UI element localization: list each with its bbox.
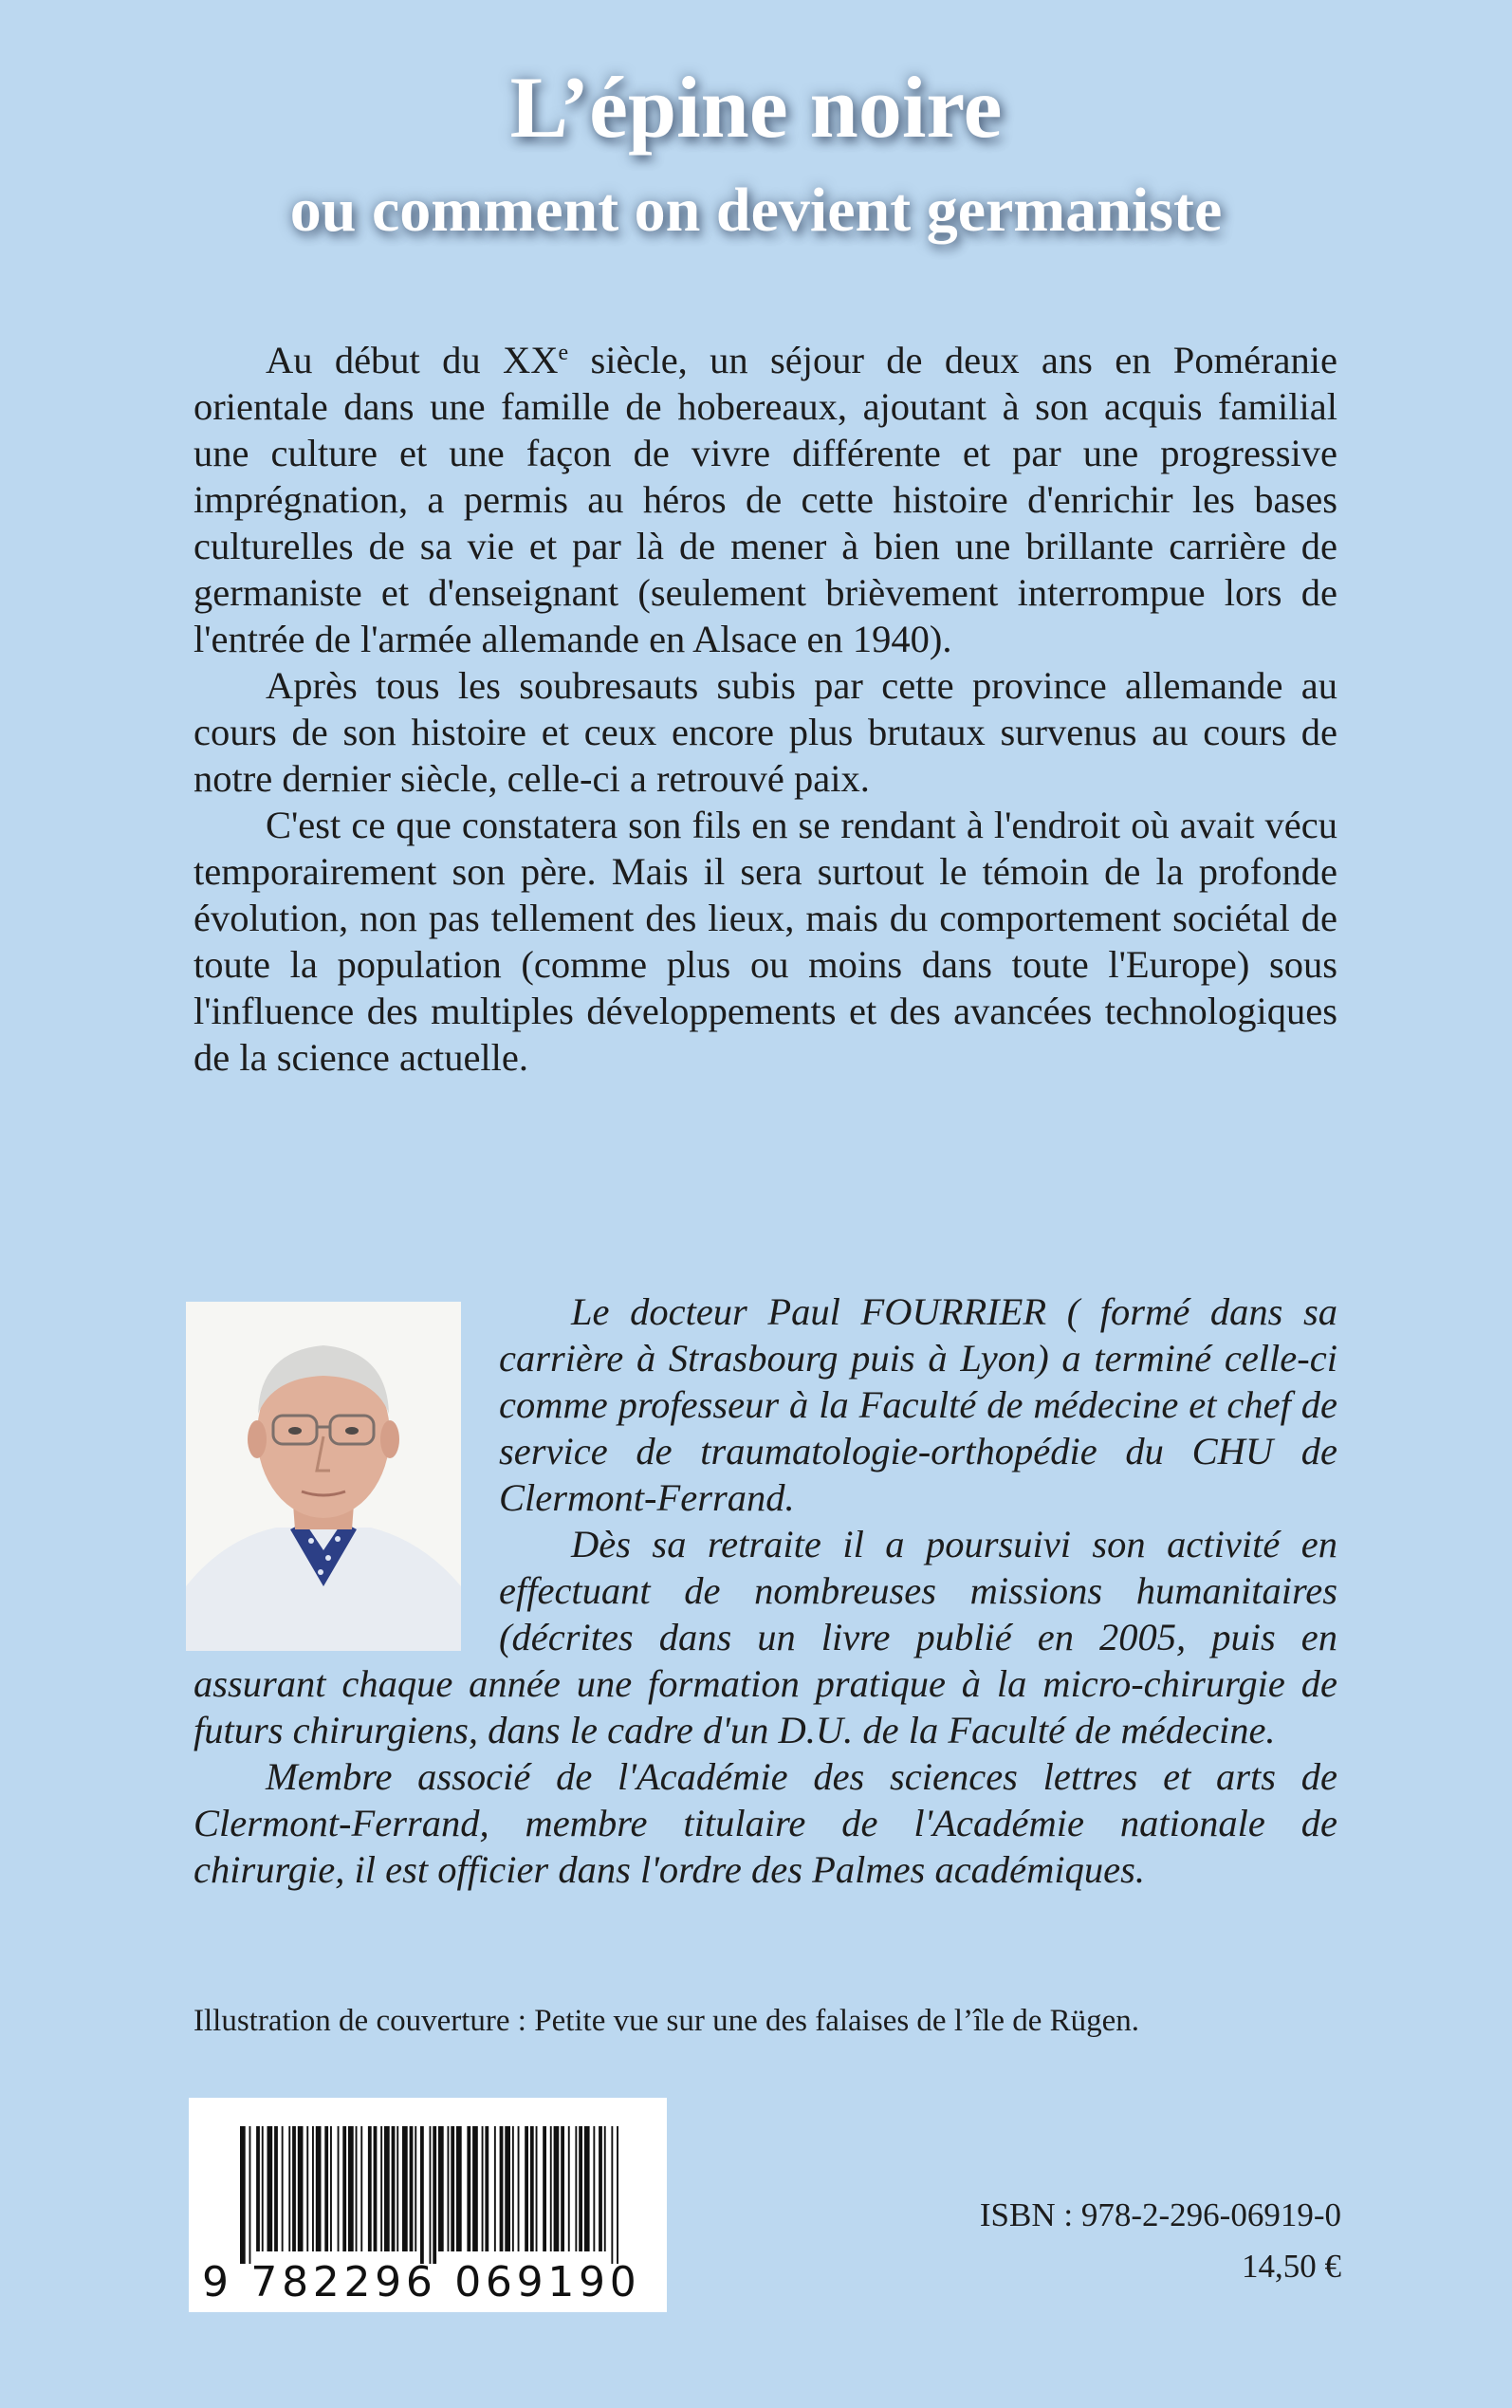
barcode-bar [374, 2126, 378, 2251]
barcode-bar [430, 2126, 432, 2264]
barcode-bar [348, 2126, 354, 2251]
bio-paragraph-3: Membre associé de l'Académie des sciences lettres et arts de Clermont-Ferrand, membre titulaire de l'Académie nationale de chirurgie, il est officier dans l'ordre des Palmes académiques. [194, 1755, 1337, 1891]
barcode-bar [368, 2126, 372, 2251]
barcode-bar [396, 2126, 398, 2251]
barcode-bar [392, 2126, 396, 2251]
barcode-bar [518, 2126, 520, 2251]
barcode-bar [575, 2126, 577, 2251]
barcode-bar [505, 2126, 510, 2251]
book-title: L’épine noire [509, 59, 1003, 156]
barcode-bar [482, 2126, 484, 2251]
barcode-bar [384, 2126, 390, 2251]
barcode-bar [342, 2126, 346, 2251]
barcode-bar [604, 2126, 606, 2251]
synopsis-paragraph-1 [194, 337, 1337, 662]
barcode-bar [593, 2126, 595, 2251]
barcode-bar [617, 2126, 618, 2264]
barcode-bar [330, 2126, 332, 2251]
barcode [189, 2098, 667, 2312]
barcode-bar [448, 2126, 450, 2251]
barcode-bar [485, 2126, 489, 2251]
barcode-bar [568, 2126, 570, 2251]
book-subtitle: ou comment on devient germaniste [289, 176, 1223, 245]
synopsis [194, 337, 1337, 1081]
barcode-bar [256, 2126, 260, 2251]
barcode-bar [494, 2126, 496, 2251]
barcode-digits: 9 782296 069190 [202, 2258, 641, 2306]
barcode-bar [338, 2126, 340, 2251]
barcode-bar [312, 2126, 314, 2251]
barcode-bar [306, 2126, 308, 2251]
cover-illustration-credit: Illustration de couverture : Petite vue sur une des falaises de l’île de Rügen. [194, 2004, 1140, 2038]
barcode-bar [579, 2126, 582, 2251]
barcode-bar [324, 2126, 328, 2251]
barcode-bar [240, 2126, 246, 2264]
barcode-bar [288, 2126, 290, 2251]
barcode-bar [500, 2126, 504, 2251]
barcode-bar [249, 2126, 251, 2264]
barcode-bar [316, 2126, 322, 2251]
barcode-bar [561, 2126, 564, 2251]
barcode-bars [240, 2126, 619, 2264]
barcode-bar [611, 2126, 613, 2264]
price: 14,50 € [1242, 2248, 1341, 2285]
barcode-bar [584, 2126, 590, 2251]
synopsis-paragraph-3: C'est ce que constatera son fils en se rendant à l'endroit où avait vécu temporairement son père. Mais il sera surtout le témoin de la profonde évolution, non pas tellement des lieux, mais du comportement sociétal de toute la population (comme plus ou moins dans toute l'Europe) sous l'influence des multiples développements et des avancées technologiques de la science actuelle. [194, 804, 1337, 1079]
barcode-bar [402, 2126, 408, 2251]
barcode-bar [525, 2126, 528, 2251]
barcode-bar [298, 2126, 304, 2251]
bio-paragraph-2: Dès sa retraite il a poursuivi son activité en effectuant de nombreuses missions humanitaires (décrites dans un livre publié en 2005, puis en assurant chaque année une formation pratique à la micro-chirurgie de futurs chirurgiens, dans le cadre d'un D.U. de la Faculté de médecine. [194, 1523, 1337, 1751]
barcode-bar [456, 2126, 462, 2251]
barcode-bar [472, 2126, 478, 2251]
synopsis-p1-start: Au début du XX [266, 339, 559, 381]
barcode-bar [267, 2126, 273, 2251]
barcode-bar [512, 2126, 514, 2251]
barcode-bar [550, 2126, 552, 2251]
barcode-bar [530, 2126, 534, 2251]
barcode-bar [467, 2126, 470, 2251]
barcode-bar [274, 2126, 278, 2251]
barcode-bar [415, 2126, 416, 2251]
barcode-bar [360, 2126, 362, 2251]
isbn: ISBN : 978-2-296-06919-0 [979, 2196, 1341, 2233]
photo-spacer [194, 1288, 499, 1660]
barcode-bar [438, 2126, 444, 2251]
author-biography [194, 1288, 1337, 1893]
barcode-bar [433, 2126, 436, 2264]
barcode-bar [262, 2126, 264, 2251]
barcode-bar [543, 2126, 546, 2251]
barcode-bar [282, 2126, 284, 2251]
barcode-bar [554, 2126, 560, 2251]
barcode-bar [292, 2126, 296, 2251]
barcode-bar [356, 2126, 358, 2251]
barcode-bar [380, 2126, 382, 2251]
barcode-bar [410, 2126, 414, 2251]
barcode-bar [536, 2126, 538, 2251]
synopsis-p1-rest: siècle, un séjour de deux ans en Poméranie orientale dans une famille de hobereaux, ajoutant à son acquis familial une culture et une façon de vivre différente et par une progressive imprégnation, a permis au héros de cette histoire d'enrichir les bases culturelles de sa vie et par là de mener à bien une brillante carrière de germaniste et d'enseignant (seulement brièvement interrompue lors de l'entrée de l'armée allemande en Alsace en 1940). [194, 339, 1337, 660]
century-superscript: e [558, 341, 569, 365]
barcode-bar [420, 2126, 424, 2264]
barcode-bar [599, 2126, 602, 2251]
barcode-bar [451, 2126, 454, 2251]
synopsis-paragraph-2: Après tous les soubresauts subis par cette province allemande au cours de son histoire et ceux encore plus brutaux survenus au cours de notre dernier siècle, celle-ci a retrouvé paix. [194, 664, 1337, 800]
bio-paragraph-1: Le docteur Paul FOURRIER ( formé dans sa carrière à Strasbourg puis à Lyon) a terminé celle-ci comme professeur à la Faculté de médecine et chef de service de traumatologie-orthopédie du CHU de Clermont-Ferrand. [499, 1290, 1337, 1519]
